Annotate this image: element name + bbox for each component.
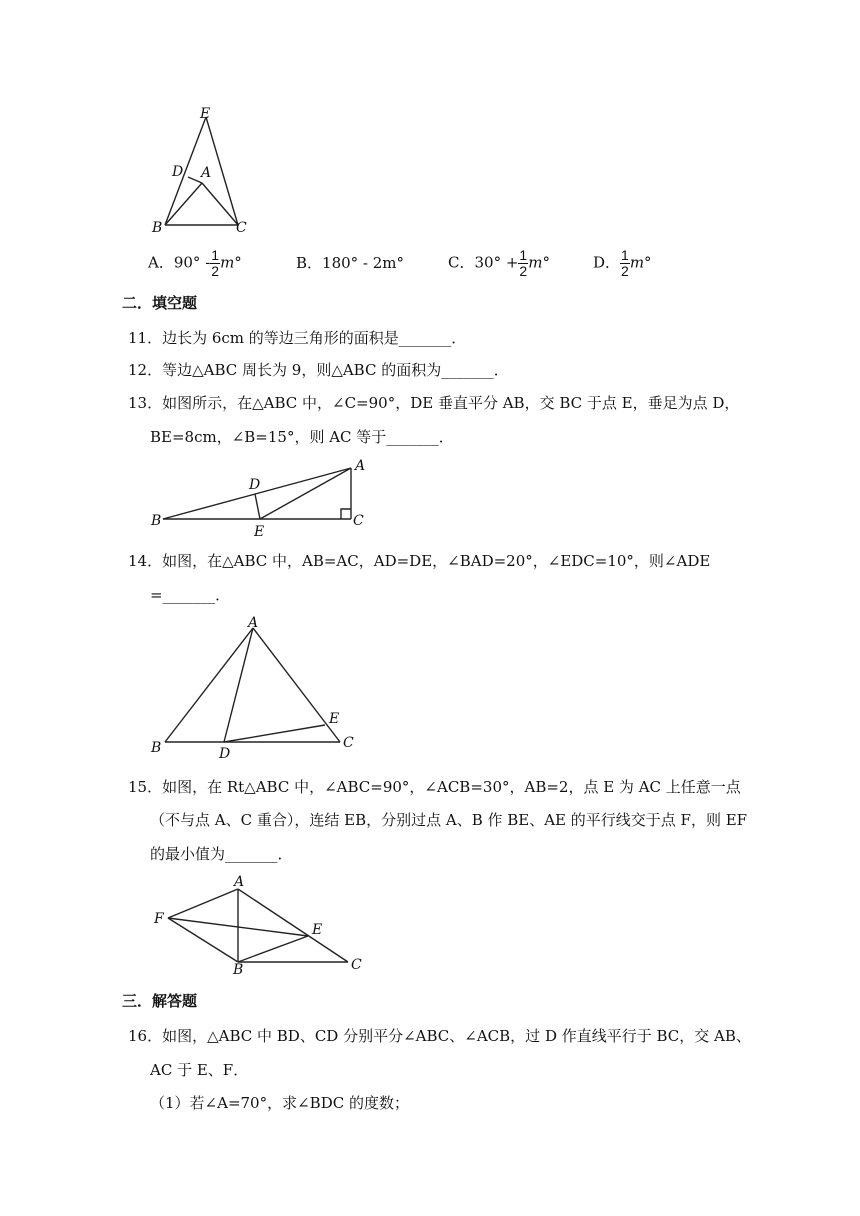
edge-BE <box>238 936 308 962</box>
fraction-den: 2 <box>519 263 528 279</box>
question-14-line2: =_______． <box>150 586 231 604</box>
question-13-line1: 13．如图所示，在△ABC 中，∠C=90°，DE 垂直平分 AB，交 BC 于点 E，垂足为点 D， <box>128 394 740 412</box>
edge-AC <box>202 183 238 225</box>
option-expr: 90° - <box>173 253 211 272</box>
edge-DA <box>188 177 202 183</box>
q10-option-b <box>296 252 404 273</box>
fraction <box>210 248 220 279</box>
option-expr: 180° - 2m° <box>322 254 405 272</box>
fraction <box>620 248 630 279</box>
question-15-line2: （不与点 A、C 重合），连结 EB，分别过点 A、B 作 BE、AE 的平行线交于点 F，则 EF <box>150 811 748 829</box>
fraction-den: 2 <box>621 263 629 279</box>
label-D: D <box>219 746 231 762</box>
edge-DE <box>255 494 260 519</box>
edge-AB <box>165 628 253 742</box>
label-B: B <box>233 962 244 977</box>
edge-AD <box>224 628 253 742</box>
option-letter: A． <box>148 253 174 272</box>
edge-BA <box>163 468 351 519</box>
label-E: E <box>200 106 211 122</box>
question-15-line1: 15．如图，在 Rt△ABC 中，∠ABC=90°，∠ACB=30°，AB=2，点 E 为 AC 上任意一点 <box>128 778 741 796</box>
label-C: C <box>353 513 364 529</box>
edge-AC <box>253 628 340 742</box>
label-E: E <box>312 922 323 938</box>
label-B: B <box>151 740 162 756</box>
q10-option-d <box>593 248 652 279</box>
fraction <box>518 248 528 279</box>
question-12: 12．等边△ABC 周长为 9，则△ABC 的面积为_______． <box>128 361 509 379</box>
label-D: D <box>172 164 184 180</box>
label-D: D <box>249 477 261 493</box>
option-letter: D． <box>593 253 621 272</box>
question-11: 11．边长为 6cm 的等边三角形的面积是_______． <box>128 329 467 347</box>
question-15-line3: 的最小值为_______． <box>150 845 293 863</box>
question-16-part1: （1）若∠A=70°，求∠BDC 的度数； <box>150 1094 409 1112</box>
q14-figure <box>145 612 365 762</box>
q10-figure <box>140 105 260 240</box>
label-E: E <box>329 711 340 727</box>
edge-AB <box>165 183 202 225</box>
fraction-den: 2 <box>211 263 220 279</box>
fraction-num: 1 <box>621 247 629 263</box>
label-A: A <box>355 458 366 474</box>
option-unit: m° <box>528 253 550 272</box>
right-angle-mark <box>341 509 351 519</box>
label-A: A <box>201 165 212 181</box>
section-heading-solve: 三．解答题 <box>122 992 198 1010</box>
edge-FB <box>168 918 238 962</box>
label-B: B <box>151 513 162 529</box>
option-unit: m° <box>629 253 652 272</box>
section-heading-fill: 二．填空题 <box>122 294 198 312</box>
question-14-line1: 14．如图，在△ABC 中，AB=AC，AD=DE，∠BAD=20°，∠EDC=10°，则∠ADE <box>128 552 711 570</box>
fraction-num: 1 <box>211 247 220 263</box>
option-letter: C． <box>448 253 475 272</box>
edge-AC <box>238 889 348 962</box>
edge-FA <box>168 889 238 918</box>
question-13-line2: BE=8cm，∠B=15°，则 AC 等于_______． <box>150 428 454 446</box>
label-A: A <box>234 874 245 890</box>
question-16-line2: AC 于 E、F． <box>150 1061 249 1079</box>
label-B: B <box>152 220 163 236</box>
label-C: C <box>236 220 247 236</box>
option-unit: m° <box>220 253 242 272</box>
option-letter: B． <box>296 254 323 272</box>
label-C: C <box>351 957 362 973</box>
q15-figure <box>148 872 373 977</box>
option-expr: 30° + <box>474 253 519 272</box>
edge-DE <box>224 725 325 742</box>
label-A: A <box>248 615 259 631</box>
label-C: C <box>343 735 354 751</box>
fraction-num: 1 <box>519 247 528 263</box>
label-E: E <box>254 524 265 540</box>
label-F: F <box>154 911 164 927</box>
q13-figure <box>145 458 375 540</box>
edge-AE <box>260 468 351 519</box>
question-16-line1: 16．如图，△ABC 中 BD、CD 分别平分∠ABC、∠ACB，过 D 作直线平行于 BC，交 AB、 <box>128 1027 751 1045</box>
q10-option-c <box>448 248 550 279</box>
q10-option-a <box>148 248 242 279</box>
